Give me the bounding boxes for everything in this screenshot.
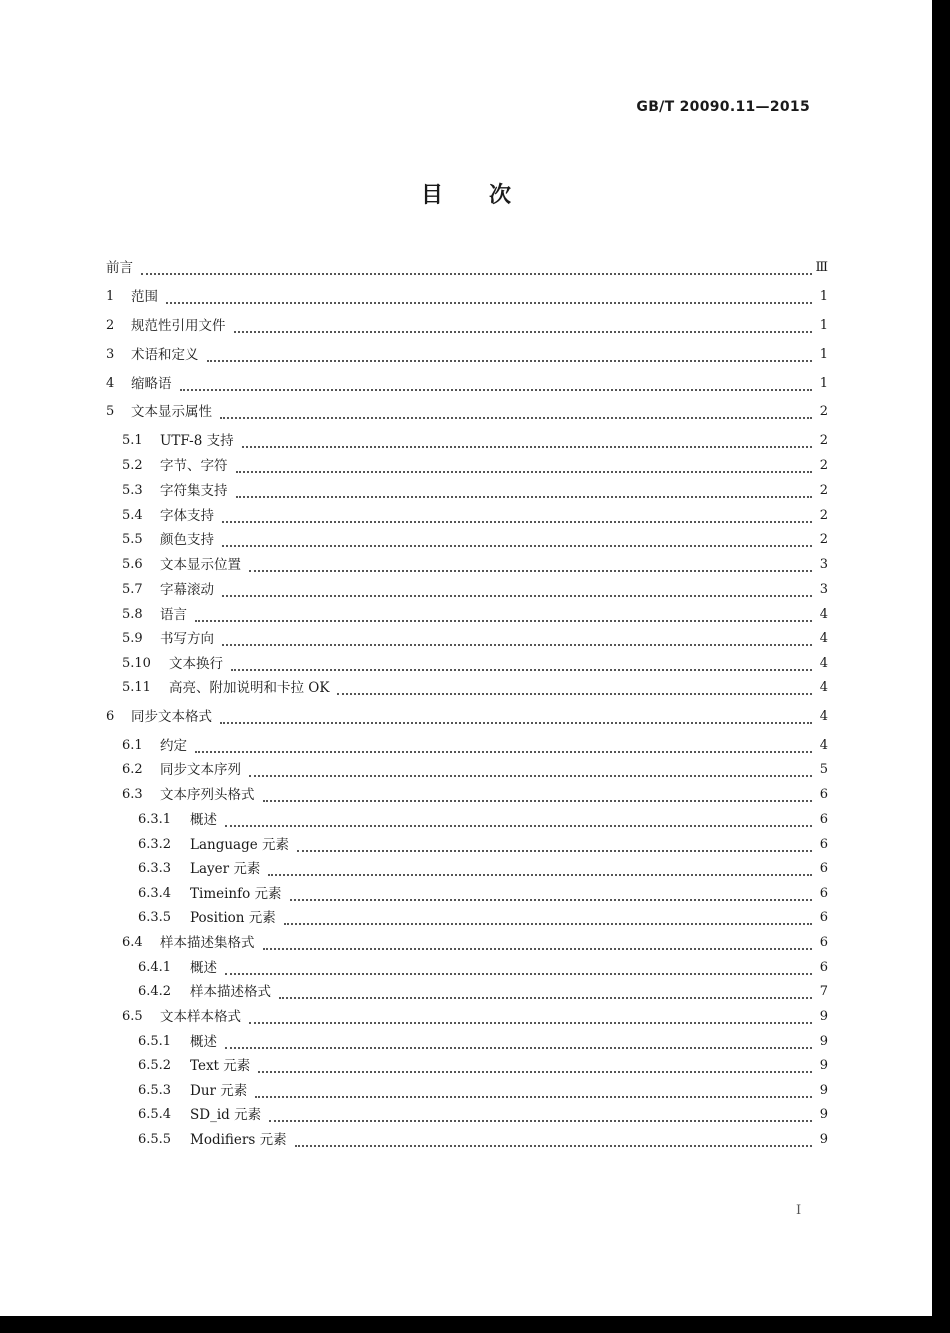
toc-entry-number: 6.5.3 bbox=[138, 1083, 172, 1098]
toc-entry-label: 规范性引用文件 bbox=[131, 318, 226, 334]
toc-leader-dots bbox=[249, 558, 812, 572]
toc-entry-page: 9 bbox=[819, 1132, 828, 1147]
toc-entry[interactable] bbox=[0, 835, 932, 855]
toc-entry-page: 2 bbox=[819, 508, 828, 523]
toc-entry-page: 9 bbox=[819, 1034, 828, 1049]
toc-entry[interactable] bbox=[0, 958, 932, 978]
toc-entry-number: 5.2 bbox=[122, 458, 143, 473]
toc-entry-number: 6.5.5 bbox=[138, 1132, 172, 1147]
toc-leader-dots bbox=[269, 1108, 812, 1122]
toc-entry-page: 6 bbox=[819, 910, 828, 925]
toc-entry-label: SD_id 元素 bbox=[190, 1107, 262, 1123]
toc-entry-label: 高亮、附加说明和卡拉 OK bbox=[169, 680, 330, 696]
toc-leader-dots bbox=[195, 739, 812, 753]
toc-entry-number: 6 bbox=[106, 709, 115, 724]
toc-entry-page: 9 bbox=[819, 1107, 828, 1122]
toc-entry-label: Position 元素 bbox=[190, 910, 276, 926]
toc-entry[interactable] bbox=[0, 933, 932, 953]
toc-entry-label: 概述 bbox=[190, 812, 217, 828]
toc-entry[interactable] bbox=[0, 1105, 932, 1125]
toc-entry-label: 字节、字符 bbox=[160, 458, 228, 474]
toc-entry-label: 同步文本格式 bbox=[131, 709, 212, 725]
toc-entry-page: 1 bbox=[819, 376, 828, 391]
toc-entry[interactable] bbox=[0, 431, 932, 451]
toc-entry-page: Ⅲ bbox=[815, 260, 828, 275]
toc-entry-label: 文本换行 bbox=[169, 656, 223, 672]
toc-entry-page: 1 bbox=[819, 347, 828, 362]
toc-entry-page: 1 bbox=[819, 289, 828, 304]
toc-entry[interactable] bbox=[0, 258, 932, 278]
toc-entry-page: 1 bbox=[819, 318, 828, 333]
toc-entry[interactable] bbox=[0, 1056, 932, 1076]
toc-entry-page: 4 bbox=[819, 680, 828, 695]
toc-leader-dots bbox=[222, 509, 812, 523]
toc-entry-label: Dur 元素 bbox=[190, 1083, 248, 1099]
toc-entry-page: 4 bbox=[819, 709, 828, 724]
toc-leader-dots bbox=[263, 788, 812, 802]
toc-leader-dots bbox=[141, 261, 812, 275]
toc-entry[interactable] bbox=[0, 810, 932, 830]
toc-leader-dots bbox=[225, 1035, 812, 1049]
toc-entry-label: 样本描述格式 bbox=[190, 984, 271, 1000]
toc-leader-dots bbox=[195, 608, 812, 622]
toc-entry-number: 6.3 bbox=[122, 787, 143, 802]
toc-entry[interactable] bbox=[0, 654, 932, 674]
toc-entry-page: 6 bbox=[819, 861, 828, 876]
toc-leader-dots bbox=[249, 763, 812, 777]
toc-leader-dots bbox=[231, 657, 812, 671]
toc-entry-label: 范围 bbox=[131, 289, 158, 305]
toc-entry-number: 4 bbox=[106, 376, 115, 391]
toc-entry-label: 文本样本格式 bbox=[160, 1009, 241, 1025]
toc-entry-number: 6.5.1 bbox=[138, 1034, 172, 1049]
toc-entry[interactable] bbox=[0, 760, 932, 780]
toc-entry-page: 6 bbox=[819, 886, 828, 901]
toc-entry-label: Layer 元素 bbox=[190, 861, 261, 877]
toc-entry-page: 6 bbox=[819, 837, 828, 852]
page-number: I bbox=[796, 1203, 802, 1218]
toc-entry-page: 9 bbox=[819, 1083, 828, 1098]
toc-entry-page: 2 bbox=[819, 458, 828, 473]
toc-entry-number: 1 bbox=[106, 289, 115, 304]
toc-leader-dots bbox=[180, 377, 812, 391]
toc-entry-page: 3 bbox=[819, 582, 828, 597]
toc-entry[interactable] bbox=[0, 345, 932, 365]
toc-leader-dots bbox=[166, 290, 812, 304]
toc-entry-page: 4 bbox=[819, 631, 828, 646]
toc-entry-number: 6.4 bbox=[122, 935, 143, 950]
toc-entry-number: 5.7 bbox=[122, 582, 143, 597]
toc-entry-label: 前言 bbox=[106, 260, 133, 276]
toc-entry-number: 5.8 bbox=[122, 607, 143, 622]
toc-entry-label: 字幕滚动 bbox=[160, 582, 214, 598]
toc-entry[interactable] bbox=[0, 316, 932, 336]
toc-entry-page: 2 bbox=[819, 404, 828, 419]
toc-leader-dots bbox=[263, 936, 812, 950]
toc-entry[interactable] bbox=[0, 785, 932, 805]
toc-entry-label: 缩略语 bbox=[131, 376, 172, 392]
toc-entry-number: 6.4.2 bbox=[138, 984, 172, 999]
toc-entry-page: 2 bbox=[819, 433, 828, 448]
toc-entry-number: 6.5.2 bbox=[138, 1058, 172, 1073]
toc-entry-number: 6.4.1 bbox=[138, 960, 172, 975]
toc-leader-dots bbox=[234, 319, 812, 333]
toc-entry-label: 文本序列头格式 bbox=[160, 787, 255, 803]
toc-entry-page: 9 bbox=[819, 1009, 828, 1024]
toc-entry-label: Modifiers 元素 bbox=[190, 1132, 287, 1148]
toc-leader-dots bbox=[290, 887, 812, 901]
toc-leader-dots bbox=[255, 1084, 812, 1098]
toc-entry-label: 颜色支持 bbox=[160, 532, 214, 548]
toc-entry-number: 5.5 bbox=[122, 532, 143, 547]
toc-entry-number: 6.3.4 bbox=[138, 886, 172, 901]
toc-entry-label: 术语和定义 bbox=[131, 347, 199, 363]
toc-entry-label: 文本显示位置 bbox=[160, 557, 241, 573]
toc-entry-number: 5.6 bbox=[122, 557, 143, 572]
toc-entry[interactable] bbox=[0, 707, 932, 727]
toc-entry-page: 6 bbox=[819, 935, 828, 950]
toc-entry-number: 6.3.2 bbox=[138, 837, 172, 852]
toc-entry-page: 5 bbox=[819, 762, 828, 777]
toc-leader-dots bbox=[220, 405, 812, 419]
toc-leader-dots bbox=[222, 632, 812, 646]
toc-entry-number: 5 bbox=[106, 404, 115, 419]
toc-entry[interactable] bbox=[0, 629, 932, 649]
toc-leader-dots bbox=[297, 838, 812, 852]
toc-entry[interactable] bbox=[0, 982, 932, 1002]
toc-entry[interactable] bbox=[0, 402, 932, 422]
toc-entry-page: 4 bbox=[819, 738, 828, 753]
toc-entry-page: 6 bbox=[819, 787, 828, 802]
toc-entry-label: 约定 bbox=[160, 738, 187, 754]
toc-leader-dots bbox=[222, 533, 812, 547]
toc-entry-page: 3 bbox=[819, 557, 828, 572]
toc-entry-label: Language 元素 bbox=[190, 837, 290, 853]
toc-entry-number: 6.3.5 bbox=[138, 910, 172, 925]
toc-leader-dots bbox=[220, 710, 812, 724]
toc-entry-number: 6.3.1 bbox=[138, 812, 172, 827]
toc-entry[interactable] bbox=[0, 1130, 932, 1150]
toc-entry[interactable] bbox=[0, 555, 932, 575]
toc-entry-page: 7 bbox=[819, 984, 828, 999]
toc-entry-page: 2 bbox=[819, 532, 828, 547]
toc-leader-dots bbox=[295, 1133, 812, 1147]
toc-leader-dots bbox=[284, 911, 812, 925]
toc-entry-label: UTF-8 支持 bbox=[160, 433, 234, 449]
toc-entry-number: 5.9 bbox=[122, 631, 143, 646]
toc-entry-label: Timeinfo 元素 bbox=[190, 886, 282, 902]
toc-entry-page: 6 bbox=[819, 960, 828, 975]
toc-leader-dots bbox=[249, 1010, 812, 1024]
toc-entry-number: 6.2 bbox=[122, 762, 143, 777]
toc-leader-dots bbox=[279, 985, 812, 999]
toc-entry[interactable] bbox=[0, 908, 932, 928]
toc-leader-dots bbox=[236, 484, 812, 498]
toc-entry-number: 5.10 bbox=[122, 656, 151, 671]
toc-entry-number: 2 bbox=[106, 318, 115, 333]
toc-entry-number: 5.11 bbox=[122, 680, 151, 695]
toc-entry[interactable] bbox=[0, 580, 932, 600]
toc-entry[interactable] bbox=[0, 287, 932, 307]
toc-entry-number: 5.1 bbox=[122, 433, 143, 448]
toc-entry-label: 语言 bbox=[160, 607, 187, 623]
toc-entry[interactable] bbox=[0, 1081, 932, 1101]
toc-entry[interactable] bbox=[0, 1007, 932, 1027]
toc-entry-label: 样本描述集格式 bbox=[160, 935, 255, 951]
toc-leader-dots bbox=[225, 961, 812, 975]
toc-leader-dots bbox=[268, 862, 812, 876]
toc-entry-label: Text 元素 bbox=[190, 1058, 251, 1074]
toc-leader-dots bbox=[207, 348, 812, 362]
toc-entry-number: 6.3.3 bbox=[138, 861, 172, 876]
page-title: 目次 bbox=[420, 183, 557, 208]
toc-entry-number: 6.1 bbox=[122, 738, 143, 753]
toc-entry[interactable] bbox=[0, 736, 932, 756]
toc-entry[interactable] bbox=[0, 1032, 932, 1052]
toc-entry[interactable] bbox=[0, 605, 932, 625]
toc-entry-number: 5.4 bbox=[122, 508, 143, 523]
toc-entry[interactable] bbox=[0, 884, 932, 904]
toc-entry-label: 文本显示属性 bbox=[131, 404, 212, 420]
toc-entry-label: 书写方向 bbox=[160, 631, 214, 647]
toc-entry-number: 6.5.4 bbox=[138, 1107, 172, 1122]
toc-leader-dots bbox=[337, 681, 812, 695]
toc-leader-dots bbox=[222, 583, 812, 597]
toc-entry[interactable] bbox=[0, 506, 932, 526]
toc-entry[interactable] bbox=[0, 859, 932, 879]
toc-leader-dots bbox=[225, 813, 812, 827]
toc-entry[interactable] bbox=[0, 530, 932, 550]
toc-entry-number: 6.5 bbox=[122, 1009, 143, 1024]
toc-entry-label: 字体支持 bbox=[160, 508, 214, 524]
toc-entry-page: 4 bbox=[819, 656, 828, 671]
toc-entry-number: 5.3 bbox=[122, 483, 143, 498]
toc-leader-dots bbox=[242, 434, 812, 448]
standard-code: GB/T 20090.11—2015 bbox=[636, 99, 810, 115]
toc-entry-page: 4 bbox=[819, 607, 828, 622]
toc-entry-label: 字符集支持 bbox=[160, 483, 228, 499]
toc-entry-label: 同步文本序列 bbox=[160, 762, 241, 778]
toc-entry-label: 概述 bbox=[190, 960, 217, 976]
toc-entry[interactable] bbox=[0, 678, 932, 698]
toc-entry-page: 9 bbox=[819, 1058, 828, 1073]
toc-entry[interactable] bbox=[0, 456, 932, 476]
toc-entry-page: 2 bbox=[819, 483, 828, 498]
toc-entry-page: 6 bbox=[819, 812, 828, 827]
toc-entry[interactable] bbox=[0, 374, 932, 394]
toc-entry[interactable] bbox=[0, 481, 932, 501]
toc-leader-dots bbox=[236, 459, 812, 473]
toc-entry-label: 概述 bbox=[190, 1034, 217, 1050]
toc-entry-number: 3 bbox=[106, 347, 115, 362]
toc-leader-dots bbox=[258, 1059, 812, 1073]
